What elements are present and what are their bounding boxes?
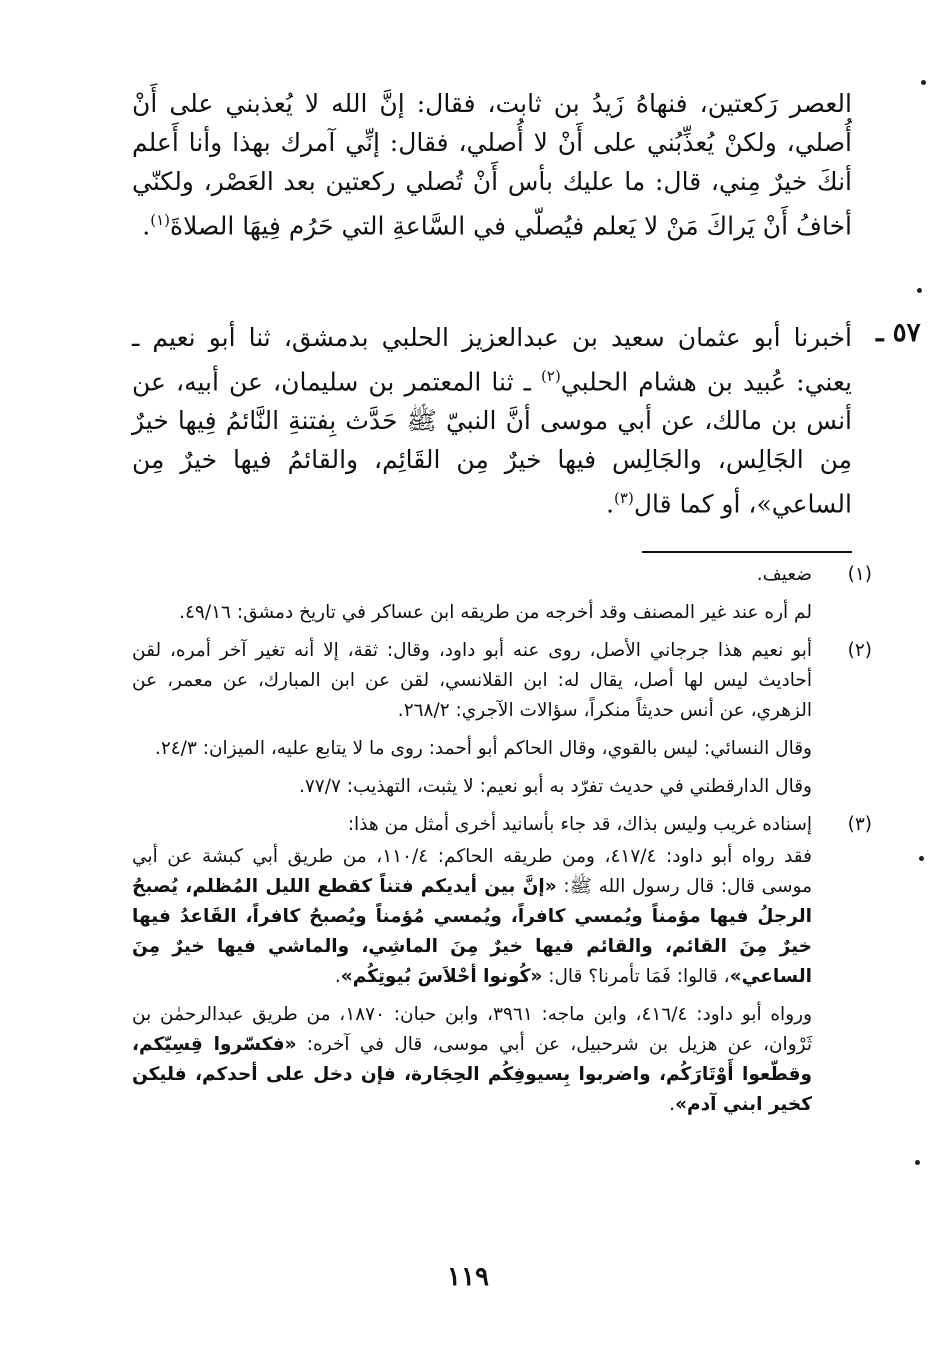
hadith-number: ٥٧ ـ bbox=[876, 318, 921, 348]
footnote-1-mark: (١) bbox=[847, 564, 872, 585]
footnote-3-line1: إسناده غريب وليس بذاك، قد جاء بأسانيد أخرى أمثل من هذا: bbox=[347, 814, 812, 835]
footnote-separator bbox=[642, 551, 852, 553]
footnote-3-hadith-quote-2: «كُونوا أحْلاَسَ بُيوتِكُم» bbox=[340, 966, 543, 987]
footnote-3 bbox=[132, 810, 872, 1120]
hadith-paragraph bbox=[132, 318, 852, 524]
hadith-text-part2: ـ ثنا المعتمر بن سليمان، عن أبيه، عن أنس بن مالك، عن أبي موسى أنَّ النبيّ ﷺ حَدَّث بِفتنةِ النَّائمُ فِيها خيرٌ مِن الجَالِس، والجَالِس فيها خيرٌ مِن القَائِم، والقائمُ فيها خيرٌ مِن الساعي»، أو كما قال bbox=[132, 367, 852, 519]
footnote-3-para3-plain: ورواه أبو داود: ٤١٦/٤، وابن ماجه: ٣٩٦١، وابن حبان: ١٨٧٠، من طريق عبدالرحمٰن بن ثَرْوان، عن هزيل بن شرحبيل، عن أبي موسى، قال في آخره: bbox=[132, 1004, 812, 1055]
main-paragraph-text: العصر رَكعتين، فنهاهُ زَيدُ بن ثابت، فقال: إنَّ الله لا يُعذبني على أَنْ أُصلي، ولكنْ يُعذِّبُني على أَنْ لا أُصلي، فقال: إنِّي آمرك بهذا وأنا أَعلم أنكَ خيرٌ مِني، قال: ما عليك بأس أَنْ تُصلي ركعتين بعد العَصْر، ولكنّي أخافُ أَنْ يَراكَ مَنْ لا يَعلم فيُصلّي في السَّاعةِ التي حَرُم فِيهَا الصلاةَ bbox=[132, 89, 852, 241]
scan-speck-4 bbox=[915, 1160, 920, 1165]
main-paragraph bbox=[132, 84, 852, 245]
footnote-3-mark: (٣) bbox=[847, 814, 872, 835]
footnote-2-para3: وقال الدارقطني في حديث تفرّد به أبو نعيم: لا يثبت، التهذيب: ٧٧/٧. bbox=[298, 776, 812, 797]
page-number: ١١٩ bbox=[447, 1262, 489, 1292]
footnote-3-hadith-quote: «إنَّ بين أيديكم فتناً كقطع الليل المُظلم، يُصبحُ الرجلُ فيها مؤمناً ويُمسي كافراً، ويُمسي مُؤمناً ويُصبحُ كافراً، القَاعدُ فيها خيرٌ مِنَ القائم، والقائم فيها خيرٌ مِنَ الماشِي، والماشي فيها خيرٌ مِنَ الساعي» bbox=[132, 876, 812, 987]
footnote-3-para2-mid: ، قالوا: فَمَا تأمرنا؟ قال: bbox=[542, 966, 730, 987]
footnote-3-para3-end: . bbox=[669, 1094, 676, 1115]
footnote-3-para3 bbox=[132, 1000, 812, 1120]
footnote-2-para1: أبو نعيم هذا جرجاني الأصل، روى عنه أبو داود، وقال: ثقة، إلا أنه تغير آخر أمره، لقن أحاديث ليس لها أصل، يقال له: ابن القلانسي، لقن عن ابن المبارك، عن معمر، عن الزهري، عن أنس حديثاً منكراً، سؤالات الآجري: ٢٦٨/٢. bbox=[132, 640, 812, 721]
footnote-3-para2-end: . bbox=[334, 966, 341, 987]
footnote-3-para2 bbox=[132, 842, 812, 992]
footnote-3-para2-plain: فقد رواه أبو داود: ٤١٧/٤، ومن طريقه الحاكم: ١١٠/٤، من طريق أبي كبشة عن أبي موسى قال: قال رسول الله ﷺ: bbox=[132, 846, 812, 897]
footnote-ref-3[interactable]: (٣) bbox=[614, 489, 634, 508]
scan-speck-3 bbox=[919, 856, 924, 861]
footnote-1-line1: ضعيف. bbox=[756, 564, 812, 585]
footnote-ref-1[interactable]: (١) bbox=[150, 211, 171, 229]
footnote-1-line2: لم أره عند غير المصنف وقد أخرجه من طريقه ابن عساكر في تاريخ دمشق: ٤٩/١٦. bbox=[179, 602, 812, 623]
footnote-ref-2[interactable]: (٢) bbox=[541, 367, 561, 385]
footnote-2-para2: وقال النسائي: ليس بالقوي، وقال الحاكم أبو أحمد: روى ما لا يتابع عليه، الميزان: ٢٤/٣. bbox=[154, 738, 812, 759]
paragraph-end: . bbox=[142, 211, 151, 241]
footnote-2-mark: (٢) bbox=[847, 640, 872, 661]
scan-speck-1 bbox=[921, 80, 926, 85]
footnote-1 bbox=[132, 560, 872, 628]
hadith-57-text bbox=[132, 318, 852, 524]
footnotes-block bbox=[132, 560, 872, 1128]
hadith-text-part1: أخبرنا أبو عثمان سعيد بن عبدالعزيز الحلبي بدمشق، ثنا أبو نعيم ـ يعني: عُبيد بن هشام الحلبي bbox=[132, 323, 852, 397]
footnote-3-hadith-quote-3: «فكسّروا قِسِيّكم، وقطّعوا أَوْتَارَكُم، واضربوا بِسيوفِكُم الحِجَارة، فإن دخل على أحدكم، فليكن كخير ابني آدم» bbox=[132, 1034, 812, 1115]
footnote-2 bbox=[132, 636, 872, 802]
scan-speck-2 bbox=[917, 288, 922, 293]
hadith-text-end: . bbox=[606, 489, 615, 519]
main-text-block bbox=[132, 84, 852, 245]
